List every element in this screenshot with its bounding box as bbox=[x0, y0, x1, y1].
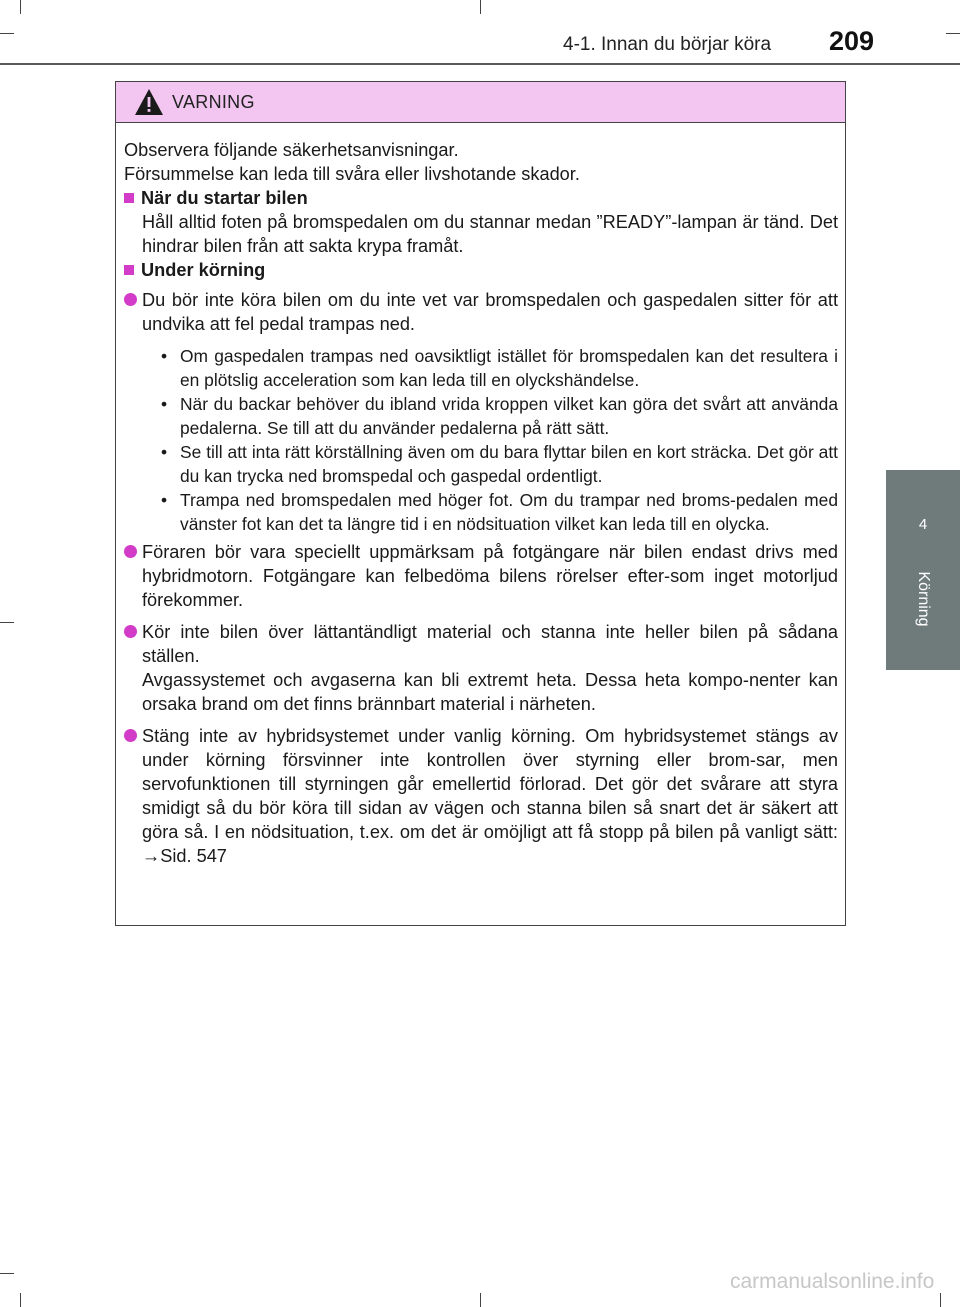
crop-mark bbox=[480, 1293, 481, 1307]
watermark: carmanualsonline.info bbox=[730, 1270, 935, 1293]
square-bullet-icon bbox=[124, 265, 134, 275]
list-item bbox=[124, 724, 838, 868]
crop-mark bbox=[940, 1293, 941, 1307]
crop-mark bbox=[20, 0, 21, 14]
warning-title: VARNING bbox=[172, 92, 255, 112]
crop-mark bbox=[946, 33, 960, 34]
sub-bullet-item: • Om gaspedalen trampas ned oavsiktligt istället för bromspedalen kan det resultera i en plötslig acceleration som kan leda till en olyckshändelse. bbox=[124, 344, 838, 392]
warning-box bbox=[115, 81, 846, 926]
sub-bullet-item: • När du backar behöver du ibland vrida kroppen vilket kan göra det svårt att använda pedalerna. Se till att du använder pedalerna på rätt sätt. bbox=[124, 392, 838, 440]
circle-bullet-icon bbox=[124, 293, 137, 306]
list-item bbox=[124, 620, 838, 716]
circle-bullet-icon bbox=[124, 729, 137, 742]
chapter-side-tab bbox=[886, 470, 960, 670]
crop-mark bbox=[0, 1273, 14, 1274]
section-heading bbox=[124, 258, 838, 282]
list-item bbox=[124, 540, 838, 612]
intro-line: Observera följande säkerhetsanvisningar. bbox=[124, 140, 459, 160]
intro-line: Försummelse kan leda till svåra eller livshotande skador. bbox=[124, 164, 580, 184]
sub-bullet-list bbox=[124, 344, 838, 536]
sub-bullet-item: • Trampa ned bromspedalen med höger fot. Om du trampar ned broms-pedalen med vänster fot kan det ta längre tid i en nödsituation vilket kan leda till en olycka. bbox=[124, 488, 838, 536]
chapter-label: Körning bbox=[915, 571, 932, 627]
circle-bullet-icon bbox=[124, 545, 137, 558]
section-heading-text: Under körning bbox=[141, 260, 266, 280]
warning-triangle-icon bbox=[134, 88, 164, 116]
crop-mark bbox=[0, 33, 14, 34]
list-item-text: Kör inte bilen över lättantändligt material och stanna inte heller bilen på sådana ställen. bbox=[142, 622, 838, 666]
crop-mark bbox=[480, 0, 481, 14]
section-heading bbox=[124, 186, 838, 210]
chapter-number: 4 bbox=[918, 516, 928, 533]
list-item-text-extra: Avgassystemet och avgaserna kan bli extremt heta. Dessa heta kompo-nenter kan orsaka brand om det finns brännbart material i närheten. bbox=[142, 670, 838, 714]
page-number: 209 bbox=[829, 26, 875, 56]
warning-content bbox=[124, 138, 838, 868]
square-bullet-icon bbox=[124, 193, 134, 203]
list-item-text: Du bör inte köra bilen om du inte vet var bromspedalen och gaspedalen sitter för att undvika att fel pedal trampas ned. bbox=[142, 290, 838, 334]
section-body: Håll alltid foten på bromspedalen om du stannar medan ”READY”-lampan är tänd. Det hindrar bilen från att sakta krypa framåt. bbox=[142, 212, 838, 256]
list-item bbox=[124, 288, 838, 336]
header-divider bbox=[0, 63, 960, 65]
crop-mark bbox=[20, 1293, 21, 1307]
header-section-title: 4-1. Innan du börjar köra bbox=[563, 34, 772, 55]
circle-bullet-icon bbox=[124, 625, 137, 638]
list-item-text: Föraren bör vara speciellt uppmärksam på fotgängare när bilen endast drivs med hybridmotorn. Fotgängare kan felbedöma bilens rörelser efter-som inget motorljud förekommer. bbox=[142, 542, 838, 610]
list-item-text: Stäng inte av hybridsystemet under vanlig körning. Om hybridsystemet stängs av under körning försvinner inte kontrollen över styrning eller brom-sar, men servofunktionen till styrningen går emellertid förlorad. Det gör det svårare att styra smidigt så du bör köra till sidan av vägen och stanna bilen så snart det är säkert att göra så. I en nödsituation, t.ex. om det är omöjligt att få stopp på bilen på vanligt sätt: →Sid. 547 bbox=[142, 726, 838, 866]
section-heading-text: När du startar bilen bbox=[141, 188, 308, 208]
sub-bullet-item: • Se till att inta rätt körställning även om du bara flyttar bilen en kort sträcka. Det gör att du kan trycka ned bromspedal och gaspedal ordentligt. bbox=[124, 440, 838, 488]
crop-mark bbox=[0, 622, 14, 623]
warning-header bbox=[116, 82, 845, 123]
